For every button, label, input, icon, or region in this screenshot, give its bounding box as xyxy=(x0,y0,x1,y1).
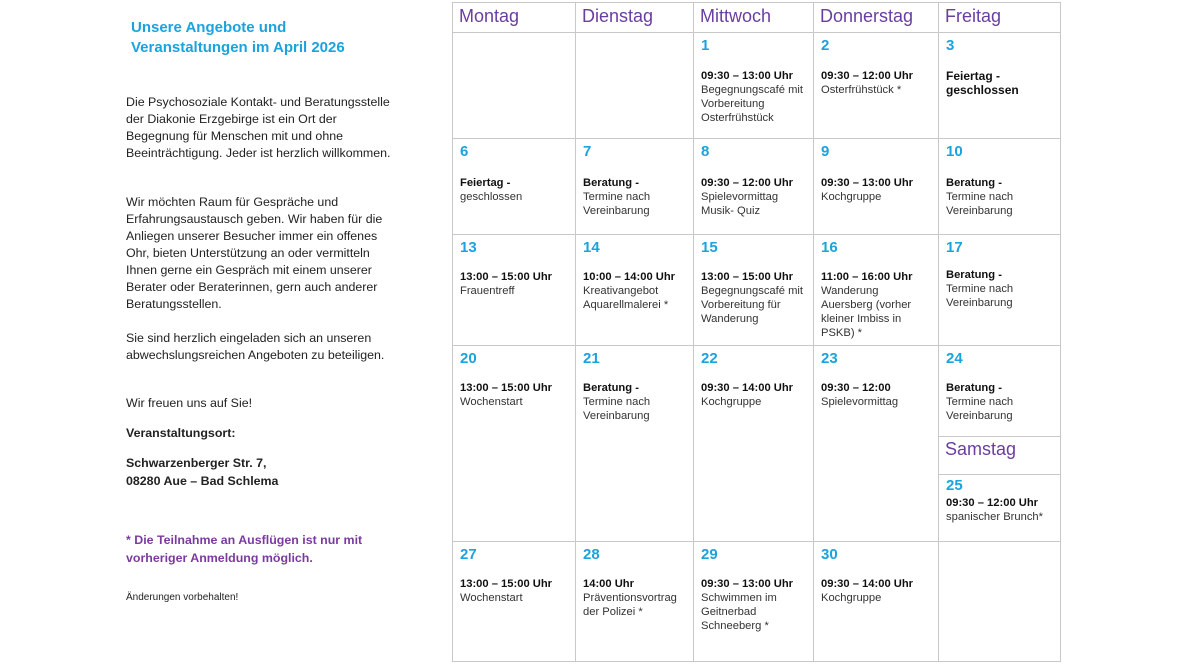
event-time: 09:30 – 12:00 Uhr xyxy=(946,497,1039,509)
invite-paragraph: Sie sind herzlich eingeladen sich an unseren abwechslungsreichen Angeboten zu beteiligen. xyxy=(126,331,385,362)
page-title: Unsere Angebote und Veranstaltungen im April 2026 xyxy=(131,19,345,56)
day-cell-25 xyxy=(938,474,1061,542)
event-text: Wochenstart xyxy=(460,592,523,604)
day-number: 29 xyxy=(701,546,718,563)
header-dienstag: Dienstag xyxy=(575,2,694,33)
day-number: 21 xyxy=(583,350,600,367)
event-text: Kochgruppe xyxy=(821,592,882,604)
day-cell-28 xyxy=(575,541,694,662)
day-cell-23 xyxy=(813,345,939,542)
day-number: 2 xyxy=(821,37,830,54)
event-time: 13:00 – 15:00 Uhr xyxy=(460,271,553,283)
event-time: Beratung - xyxy=(946,177,1002,189)
event-text: Osterfrühstück * xyxy=(821,84,902,96)
day-cell-8 xyxy=(693,138,814,235)
day-cell-22 xyxy=(693,345,814,542)
day-number: 24 xyxy=(946,350,963,367)
day-number: 28 xyxy=(583,546,600,563)
event-text: Begegnungscafé mit Vorbereitung Osterfrühstück xyxy=(701,84,803,124)
event-time: 09:30 – 13:00 Uhr xyxy=(821,177,914,189)
event xyxy=(821,270,929,340)
day-cell-1 xyxy=(693,32,814,139)
event-text: Kochgruppe xyxy=(701,396,762,408)
event xyxy=(946,381,1050,423)
event xyxy=(460,270,572,298)
day-cell-7 xyxy=(575,138,694,235)
event xyxy=(583,270,689,312)
day-number: 6 xyxy=(460,143,469,160)
event xyxy=(821,176,933,204)
day-number: 27 xyxy=(460,546,477,563)
disclaimer: Änderungen vorbehalten! xyxy=(126,592,239,603)
welcome-paragraph: Wir freuen uns auf Sie! xyxy=(126,396,253,410)
event-time: 09:30 – 12:00 xyxy=(821,382,891,394)
day-cell-6 xyxy=(452,138,576,235)
event-time: Feiertag - geschlossen xyxy=(946,69,1019,97)
day-cell-3 xyxy=(938,32,1061,139)
day-cell-29 xyxy=(693,541,814,662)
venue-address xyxy=(126,454,278,490)
event-text: Schwimmen im Geitnerbad Schneeberg * xyxy=(701,592,777,632)
day-cell-2 xyxy=(813,32,939,139)
event xyxy=(701,176,797,218)
event xyxy=(946,69,1019,97)
event-text: Wanderung Auersberg (vorher kleiner Imbiss in PSKB) * xyxy=(821,285,912,339)
day-cell-27 xyxy=(452,541,576,662)
event xyxy=(946,268,1050,310)
event-time: Beratung - xyxy=(583,177,639,189)
day-cell-16 xyxy=(813,234,939,346)
day-number: 7 xyxy=(583,143,592,160)
header-freitag: Freitag xyxy=(938,2,1061,33)
day-cell-24 xyxy=(938,345,1061,437)
event-text: Wochenstart xyxy=(460,396,523,408)
day-number: 8 xyxy=(701,143,710,160)
header-mittwoch: Mittwoch xyxy=(693,2,814,33)
event-time: 13:00 – 15:00 Uhr xyxy=(460,578,553,590)
day-number: 17 xyxy=(946,239,963,256)
day-number: 13 xyxy=(460,239,477,256)
event-time: 09:30 – 13:00 Uhr xyxy=(701,70,794,82)
day-number: 15 xyxy=(701,239,718,256)
event xyxy=(946,176,1050,218)
day-number: 9 xyxy=(821,143,830,160)
event-text: Frauentreff xyxy=(460,285,515,297)
event xyxy=(460,577,572,605)
event-text: Kreativangebot Aquarellmalerei * xyxy=(583,285,669,311)
venue-street: Schwarzenberger Str. 7, xyxy=(126,456,267,470)
day-cell-9 xyxy=(813,138,939,235)
event-text: Termine nach Vereinbarung xyxy=(583,396,651,422)
day-number: 30 xyxy=(821,546,838,563)
day-cell-30 xyxy=(813,541,939,662)
event-text: geschlossen xyxy=(460,191,523,203)
day-number: 1 xyxy=(701,37,710,54)
event xyxy=(583,577,691,619)
day-cell-20 xyxy=(452,345,576,542)
venue-city: 08280 Aue – Bad Schlema xyxy=(126,474,279,488)
day-number: 22 xyxy=(701,350,718,367)
event xyxy=(460,381,572,409)
registration-note: * Die Teilnahme an Ausflügen ist nur mit vorheriger Anmeldung möglich. xyxy=(126,533,363,565)
event-text: Termine nach Vereinbarung xyxy=(946,396,1014,422)
event xyxy=(583,381,687,423)
event xyxy=(946,496,1058,524)
day-number: 20 xyxy=(460,350,477,367)
event-text: Termine nach Vereinbarung xyxy=(583,191,651,217)
day-number: 10 xyxy=(946,143,963,160)
event-time: Feiertag - xyxy=(460,177,511,189)
day-cell-21 xyxy=(575,345,694,542)
day-cell-17 xyxy=(938,234,1061,346)
event xyxy=(821,69,933,97)
event-text: Präventionsvortrag der Polizei * xyxy=(583,592,677,618)
event xyxy=(701,577,801,633)
offer-paragraph: Wir möchten Raum für Gespräche und Erfahrungsaustausch geben. Wir haben für die Anliegen unserer Besucher immer ein offenes Ohr, bieten Unterstützung an oder vermitteln Ihnen gerne ein Gespräch mit einem unserer Berater oder Beraterinnen, gern auch anderer Beratungsstellen. xyxy=(126,195,383,311)
event xyxy=(460,176,568,204)
day-cell-10 xyxy=(938,138,1061,235)
header-donnerstag: Donnerstag xyxy=(813,2,939,33)
event-text: Spielevormittag Musik- Quiz xyxy=(701,191,779,217)
header-montag: Montag xyxy=(452,2,576,33)
event-time: 09:30 – 12:00 Uhr xyxy=(701,177,794,189)
event-time: 10:00 – 14:00 Uhr xyxy=(583,271,676,283)
day-number: 3 xyxy=(946,37,955,54)
event-time: 09:30 – 12:00 Uhr xyxy=(821,70,914,82)
event-time: 09:30 – 13:00 Uhr xyxy=(701,578,794,590)
day-number: 14 xyxy=(583,239,600,256)
day-cell-empty xyxy=(575,32,694,139)
day-cell-14 xyxy=(575,234,694,346)
day-number: 23 xyxy=(821,350,838,367)
event-time: Beratung - xyxy=(946,269,1002,281)
day-cell-13 xyxy=(452,234,576,346)
event-time: Beratung - xyxy=(946,382,1002,394)
day-cell-empty xyxy=(452,32,576,139)
event xyxy=(583,176,687,218)
day-cell-15 xyxy=(693,234,814,346)
event-time: 11:00 – 16:00 Uhr xyxy=(821,271,913,283)
venue-label: Veranstaltungsort: xyxy=(126,426,236,440)
event-text: Kochgruppe xyxy=(821,191,882,203)
event-time: 14:00 Uhr xyxy=(583,578,634,590)
event-time: 09:30 – 14:00 Uhr xyxy=(821,578,914,590)
event-text: Termine nach Vereinbarung xyxy=(946,283,1014,309)
event-time: 09:30 – 14:00 Uhr xyxy=(701,382,794,394)
event-text: Begegnungscafé mit Vorbereitung für Wanderung xyxy=(701,285,803,325)
day-number: 16 xyxy=(821,239,838,256)
event xyxy=(701,69,809,125)
event-time: 13:00 – 15:00 Uhr xyxy=(460,382,553,394)
intro-paragraph: Die Psychosoziale Kontakt- und Beratungsstelle der Diakonie Erzgebirge ist ein Ort der Begegnung für Menschen mit und ohne Beeinträchtigung. Jeder ist herzlich willkommen. xyxy=(126,95,391,160)
event-time: Beratung - xyxy=(583,382,639,394)
day-number: 25 xyxy=(946,477,963,494)
header-samstag: Samstag xyxy=(938,436,1061,475)
event xyxy=(821,577,933,605)
event xyxy=(821,381,933,409)
day-cell-empty xyxy=(938,541,1061,662)
event-text: Termine nach Vereinbarung xyxy=(946,191,1014,217)
event xyxy=(701,270,811,326)
event xyxy=(701,381,811,409)
event-text: spanischer Brunch* xyxy=(946,511,1044,523)
event-text: Spielevormittag xyxy=(821,396,899,408)
event-time: 13:00 – 15:00 Uhr xyxy=(701,271,794,283)
